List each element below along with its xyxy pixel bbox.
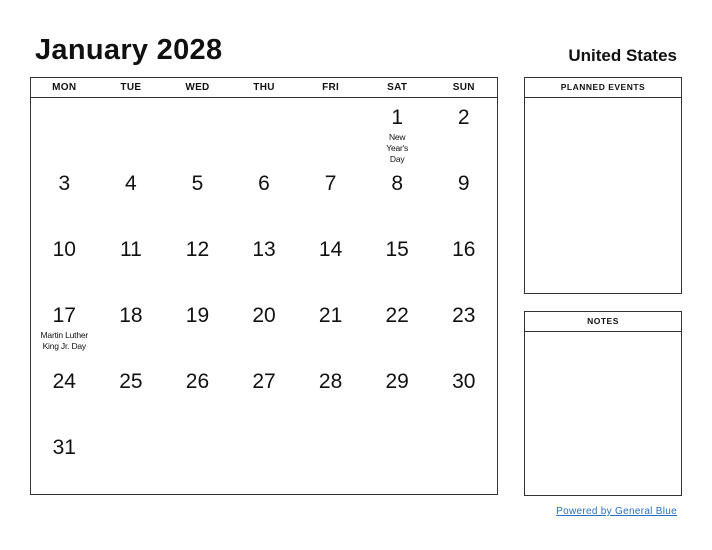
day-cell[interactable] bbox=[231, 362, 298, 428]
week-row bbox=[31, 362, 497, 428]
day-cell[interactable] bbox=[297, 164, 364, 230]
weekday-sat: SAT bbox=[387, 82, 408, 93]
day-cell[interactable] bbox=[164, 164, 231, 230]
day-cell bbox=[297, 428, 364, 494]
day-number: 22 bbox=[385, 304, 409, 327]
holiday-label: New Year's Day bbox=[386, 132, 409, 164]
day-number: 23 bbox=[452, 304, 476, 327]
day-cell[interactable] bbox=[31, 230, 98, 296]
weekday-wed: WED bbox=[185, 82, 210, 93]
day-number: 17 bbox=[52, 304, 76, 327]
day-cell[interactable] bbox=[430, 98, 497, 164]
day-number: 9 bbox=[457, 172, 470, 195]
week-row bbox=[31, 230, 497, 296]
planned-events-title: PLANNED EVENTS bbox=[525, 78, 681, 98]
week-row bbox=[31, 98, 497, 164]
day-cell[interactable] bbox=[98, 230, 165, 296]
day-cell bbox=[164, 428, 231, 494]
day-cell[interactable] bbox=[31, 428, 98, 494]
day-number: 2 bbox=[457, 106, 470, 129]
day-cell bbox=[231, 428, 298, 494]
day-cell[interactable] bbox=[297, 362, 364, 428]
day-cell[interactable] bbox=[98, 296, 165, 362]
day-number: 31 bbox=[52, 436, 76, 459]
weekday-header-row bbox=[31, 78, 497, 98]
weeks-container bbox=[31, 98, 497, 494]
day-cell bbox=[164, 98, 231, 164]
holiday-label: Martin Luther King Jr. Day bbox=[40, 330, 89, 351]
weekday-tue: TUE bbox=[120, 82, 142, 93]
day-cell[interactable] bbox=[164, 362, 231, 428]
day-cell[interactable] bbox=[31, 296, 98, 362]
day-number: 1 bbox=[391, 106, 404, 129]
day-cell[interactable] bbox=[31, 164, 98, 230]
day-number: 21 bbox=[318, 304, 343, 327]
day-number: 24 bbox=[52, 370, 76, 393]
day-number: 14 bbox=[318, 238, 343, 261]
day-number: 7 bbox=[324, 172, 337, 195]
day-number: 6 bbox=[258, 172, 270, 195]
day-cell[interactable] bbox=[364, 98, 431, 164]
day-cell[interactable] bbox=[430, 362, 497, 428]
day-number: 15 bbox=[385, 238, 409, 261]
day-cell[interactable] bbox=[164, 296, 231, 362]
week-row bbox=[31, 164, 497, 230]
day-cell[interactable] bbox=[231, 164, 298, 230]
notes-panel bbox=[524, 311, 682, 496]
day-number: 25 bbox=[119, 370, 143, 393]
day-number: 5 bbox=[191, 172, 204, 195]
day-cell[interactable] bbox=[430, 296, 497, 362]
weekday-mon: MON bbox=[52, 82, 77, 93]
planned-events-panel bbox=[524, 77, 682, 294]
day-cell[interactable] bbox=[364, 296, 431, 362]
powered-by-link[interactable]: Powered by General Blue bbox=[556, 506, 677, 517]
country-label: United States bbox=[568, 46, 677, 65]
day-cell bbox=[98, 98, 165, 164]
day-cell[interactable] bbox=[164, 230, 231, 296]
day-cell[interactable] bbox=[31, 362, 98, 428]
day-cell[interactable] bbox=[98, 164, 165, 230]
day-number: 20 bbox=[252, 304, 276, 327]
day-number: 19 bbox=[185, 304, 210, 327]
day-number: 28 bbox=[318, 370, 343, 393]
day-cell[interactable] bbox=[98, 362, 165, 428]
day-number: 30 bbox=[452, 370, 476, 393]
day-cell[interactable] bbox=[430, 164, 497, 230]
day-number: 8 bbox=[391, 172, 404, 195]
day-cell[interactable] bbox=[364, 164, 431, 230]
day-number: 12 bbox=[185, 238, 210, 261]
day-number: 3 bbox=[58, 172, 71, 195]
week-row bbox=[31, 296, 497, 362]
day-cell[interactable] bbox=[364, 362, 431, 428]
day-cell[interactable] bbox=[364, 230, 431, 296]
day-number: 29 bbox=[385, 370, 409, 393]
week-row bbox=[31, 428, 497, 494]
day-cell bbox=[98, 428, 165, 494]
day-number: 16 bbox=[452, 238, 476, 261]
page-title: January 2028 bbox=[35, 34, 223, 66]
day-cell[interactable] bbox=[231, 296, 298, 362]
day-cell bbox=[430, 428, 497, 494]
day-number: 11 bbox=[119, 238, 142, 261]
day-cell[interactable] bbox=[430, 230, 497, 296]
day-cell bbox=[231, 98, 298, 164]
day-number: 18 bbox=[119, 304, 143, 327]
day-number: 10 bbox=[52, 238, 76, 261]
calendar-grid bbox=[30, 77, 498, 495]
notes-title: NOTES bbox=[525, 312, 681, 332]
day-cell[interactable] bbox=[297, 296, 364, 362]
weekday-thu: THU bbox=[253, 82, 275, 93]
day-cell bbox=[297, 98, 364, 164]
day-number: 27 bbox=[252, 370, 276, 393]
weekday-fri: FRI bbox=[322, 82, 340, 93]
day-cell[interactable] bbox=[231, 230, 298, 296]
day-cell bbox=[364, 428, 431, 494]
day-number: 13 bbox=[252, 238, 276, 261]
day-number: 26 bbox=[185, 370, 210, 393]
day-cell[interactable] bbox=[297, 230, 364, 296]
weekday-sun: SUN bbox=[452, 82, 475, 93]
day-cell bbox=[31, 98, 98, 164]
day-number: 4 bbox=[125, 172, 137, 195]
